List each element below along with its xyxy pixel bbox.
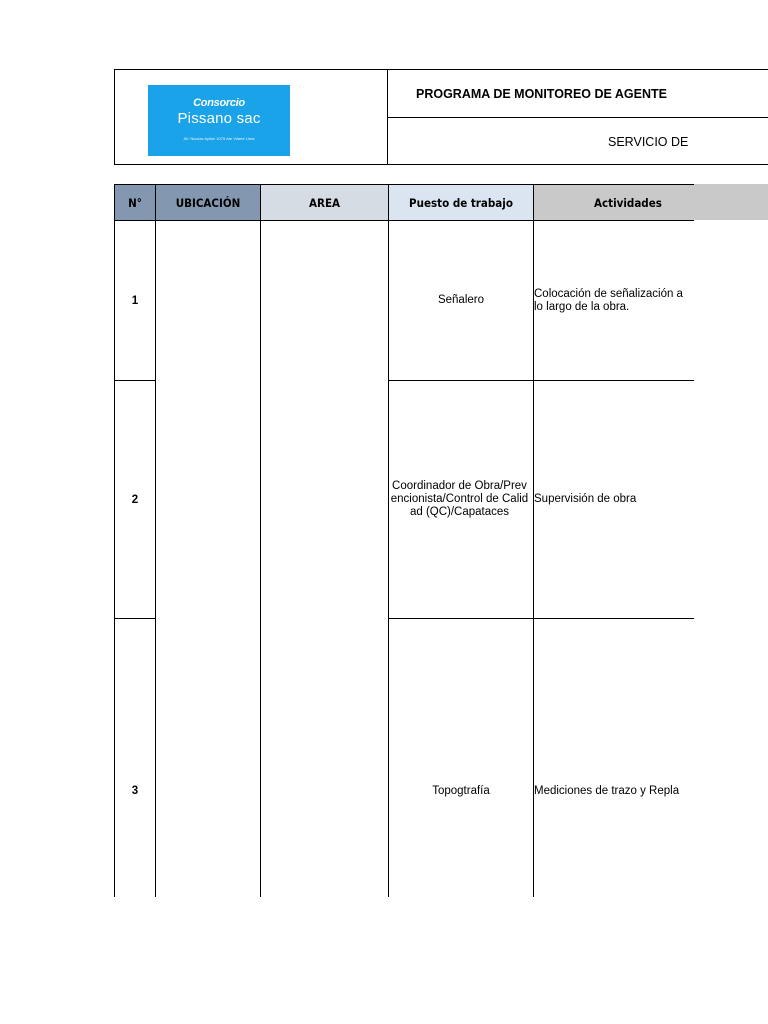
actividades-text: Mediciones de trazo y Repla: [534, 784, 680, 797]
logo-line-2: Pissano sac: [177, 110, 261, 127]
document-header: [114, 69, 768, 165]
document-subtitle: SERVICIO DE: [608, 135, 689, 149]
title-cell: [388, 70, 768, 164]
monitoring-table: [114, 184, 695, 964]
column-header-no: N°: [115, 185, 156, 221]
area-cell: [261, 221, 389, 964]
column-header-actividades: Actividades: [534, 185, 695, 221]
puesto-text: Coordinador de Obra/Prevencionista/Control de Calidad (QC)/Capataces: [390, 480, 529, 518]
row-number: 1: [115, 221, 156, 381]
ubicacion-cell: [156, 221, 261, 964]
header-overflow-fill: [694, 184, 768, 220]
logo-cell: [115, 70, 388, 164]
title-row: [388, 70, 768, 118]
document-title: PROGRAMA DE MONITOREO DE AGENTE: [416, 87, 667, 101]
puesto-cell: Señalero: [389, 221, 534, 381]
puesto-cell: Topogtrafía: [389, 619, 534, 964]
page-clip-right: [694, 220, 768, 900]
row-number: 2: [115, 381, 156, 619]
puesto-cell: [389, 381, 534, 619]
actividades-text: Supervisión de obra: [534, 493, 637, 505]
column-header-puesto: Puesto de trabajo: [389, 185, 534, 221]
actividades-text: Colocación de señalización a lo largo de la obra.: [534, 287, 683, 313]
subtitle-row: [388, 118, 768, 164]
logo-line-1: Consorcio: [193, 97, 245, 109]
table-header-row: [115, 185, 695, 221]
row-number: 3: [115, 619, 156, 964]
table-row: [115, 221, 695, 381]
column-header-ubicacion: UBICACIÓN: [156, 185, 261, 221]
actividades-cell: [534, 221, 695, 381]
company-logo: [148, 85, 290, 156]
page-clip-bottom: [100, 897, 768, 1024]
logo-line-3: AV. Nicolas Ayllón 1075 Ate Vitarte Lima: [183, 136, 255, 141]
actividades-cell: [534, 381, 695, 619]
column-header-area: AREA: [261, 185, 389, 221]
